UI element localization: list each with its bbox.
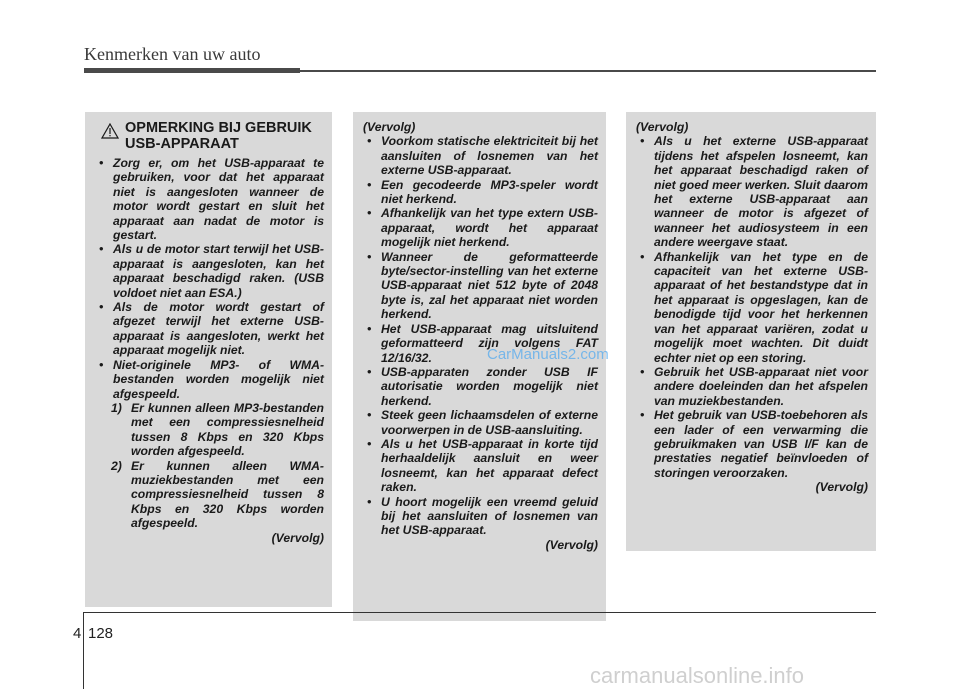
list-item: • Als u het USB-apparaat in korte tijd herhaaldelijk aansluit en weer losneemt, kan het apparaat defect raken.: [363, 437, 598, 495]
header-thick-bar: [84, 68, 300, 73]
list-item: • Afhankelijk van het type en de capaciteit van het externe USB-apparaat of het bestandstype dat in het apparaat is opgeslagen, kan de benodigde tijd voor het herkennen van het apparaat variëren, zodat u mogelijk moet wachten. Dit duidt echter niet op een storing.: [636, 250, 868, 365]
list-item: • Wanneer de geformatteerde byte/sector-instelling van het externe USB-apparaat niet 512 byte of 2048 byte is, zal het apparaat niet worden herkend.: [363, 250, 598, 322]
sub-item-number: 2): [111, 458, 122, 473]
sub-item-number: 1): [111, 400, 122, 415]
continuation-label: (Vervolg): [363, 120, 416, 134]
warning-icon: [101, 123, 119, 139]
continued-label: (Vervolg): [271, 530, 324, 545]
notice-title: OPMERKING BIJ GEBRUIK USB-APPARAAT: [125, 120, 312, 152]
continued-label: (Vervolg): [545, 537, 598, 552]
notice-heading: [95, 120, 324, 152]
list-item: • Een gecodeerde MP3-speler wordt niet herkend.: [363, 178, 598, 207]
list-item: • Als u de motor start terwijl het USB-apparaat is aangesloten, kan het apparaat beschadigd raken. (USB voldoet niet aan ESA.): [95, 242, 324, 300]
bullet-list: [95, 156, 324, 401]
notice-panel-usb: [85, 112, 332, 607]
list-item: • Steek geen lichaamsdelen of externe voorwerpen in de USB-aansluiting.: [363, 408, 598, 437]
footer-vertical-rule: [83, 612, 84, 689]
sub-item-text: Er kunnen alleen WMA-muziekbestanden met een compressiesnelheid tussen 8 Kbps en 320 Kbps worden afgespeeld.: [131, 458, 324, 531]
bullet-list: [636, 134, 868, 480]
list-item: • U hoort mogelijk een vreemd geluid bij het aansluiten of losnemen van het USB-apparaat.: [363, 495, 598, 538]
bullet-list: [363, 134, 598, 537]
continued-panel-3: [626, 112, 876, 551]
page-number: 128: [88, 625, 114, 642]
list-item: • USB-apparaten zonder USB IF autorisatie worden mogelijk niet herkend.: [363, 365, 598, 408]
list-item: • Afhankelijk van het type extern USB-apparaat, wordt het apparaat mogelijk niet herkend.: [363, 206, 598, 249]
list-item: • Het gebruik van USB-toebehoren als een lader of een verwarming die gebruikmaken van USB I/F kan de prestaties negatief beïnvloeden of storingen veroorzaken.: [636, 408, 868, 480]
watermark-bottom: carmanualsonline.info: [590, 663, 805, 688]
list-item: • Voorkom statische elektriciteit bij het aansluiten of losnemen van het externe USB-apparaat.: [363, 134, 598, 177]
list-item: • Als de motor wordt gestart of afgezet terwijl het externe USB-apparaat is aangesloten, werkt het apparaat mogelijk niet.: [95, 300, 324, 358]
list-item: • Gebruik het USB-apparaat niet voor andere doeleinden dan het afspelen van muziekbestanden.: [636, 365, 868, 408]
continued-label: (Vervolg): [815, 480, 868, 495]
numbered-sub-item: [95, 459, 324, 531]
sub-item-text: Er kunnen alleen MP3-bestanden met een compressiesnelheid tussen 8 Kbps en 320 Kbps worden afgespeeld.: [131, 400, 324, 459]
page-header-title: Kenmerken van uw auto: [84, 44, 261, 64]
chapter-number: 4: [73, 625, 82, 642]
numbered-sub-item: [95, 401, 324, 459]
list-item: • Het USB-apparaat mag uitsluitend geformatteerd zijn volgens FAT 12/16/32.: [363, 322, 598, 365]
list-item: • Als u het externe USB-apparaat tijdens het afspelen losneemt, kan het apparaat beschadigd raken of niet goed meer werken. Sluit daarom het externe USB-apparaat aan wanneer de motor is afgezet of wanneer het audiosysteem in een andere weergave staat.: [636, 134, 868, 249]
continued-panel-2: [353, 112, 606, 621]
footer-rule: [84, 612, 876, 613]
header-rule: [300, 70, 876, 72]
list-item: • Zorg er, om het USB-apparaat te gebruiken, voor dat het apparaat niet is aangesloten wanneer de motor wordt gestart en sluit het apparaat aan nadat de motor is gestart.: [95, 156, 324, 242]
list-item: • Niet-originele MP3- of WMA-bestanden worden mogelijk niet afgespeeld.: [95, 358, 324, 401]
watermark-center: CarManuals2.com: [487, 346, 609, 363]
continuation-label: (Vervolg): [636, 120, 689, 134]
